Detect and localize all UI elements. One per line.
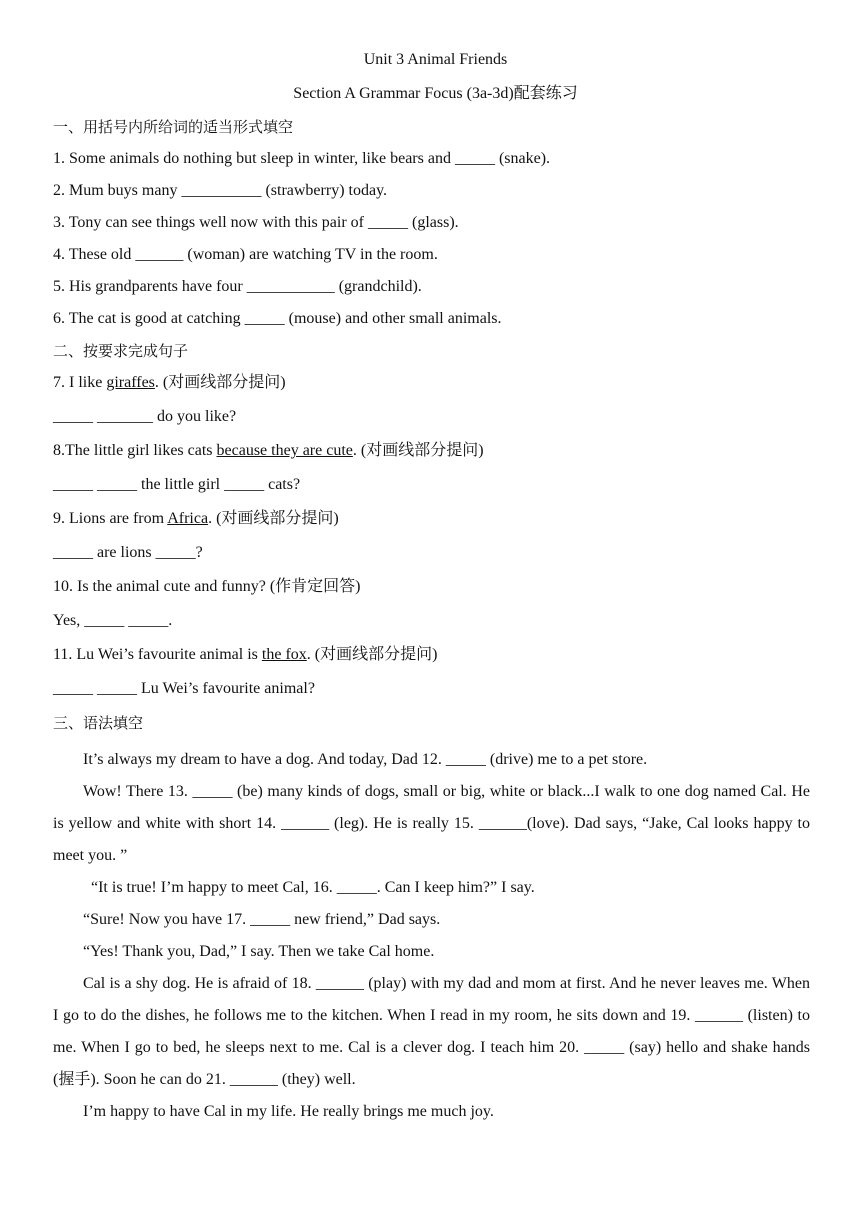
worksheet-page <box>53 48 810 1128</box>
passage-paragraph-4: “Sure! Now you have 17. _____ new friend,” Dad says. <box>83 911 441 928</box>
passage-paragraph-3: “It is true! I’m happy to meet Cal, 16. _____. Can I keep him?” I say. <box>91 879 535 896</box>
question-9: 9. Lions are from Africa. (对画线部分提问) <box>53 510 339 527</box>
passage-paragraph-5: “Yes! Thank you, Dad,” I say. Then we take Cal home. <box>83 943 435 960</box>
passage-paragraph-6: Cal is a shy dog. He is afraid of 18. ______ (play) with my dad and mom at first. And he never leaves me. When I go to do the dishes, he follows me to the kitchen. When I read in my room, he sits down and 19. ______ (listen) to me. When I go to bed, he sleeps next to me. Cal is a clever dog. I teach him 20. _____ (say) hello and shake hands (握手). Soon he can do 21. ______ (they) well. <box>53 975 810 1088</box>
section2-heading: 二、按要求完成句子 <box>53 342 189 360</box>
exercise-item-4: 4. These old ______ (woman) are watching TV in the room. <box>53 246 438 263</box>
passage-paragraph-7: I’m happy to have Cal in my life. He really brings me much joy. <box>83 1103 494 1120</box>
question-8: 8.The little girl likes cats because they are cute. (对画线部分提问) <box>53 442 484 459</box>
page-title: Unit 3 Animal Friends <box>363 51 508 68</box>
exercise-item-3: 3. Tony can see things well now with this pair of _____ (glass). <box>53 214 459 231</box>
section1-heading: 一、用括号内所给词的适当形式填空 <box>53 118 294 136</box>
answer-9: _____ are lions _____? <box>53 544 203 561</box>
exercise-item-1: 1. Some animals do nothing but sleep in winter, like bears and _____ (snake). <box>53 150 551 167</box>
underlined-text: Africa <box>167 510 209 527</box>
underlined-text: the fox <box>261 646 307 663</box>
exercise-item-5: 5. His grandparents have four ___________ (grandchild). <box>53 278 422 295</box>
passage-paragraph-1: It’s always my dream to have a dog. And today, Dad 12. _____ (drive) me to a pet store. <box>83 751 648 768</box>
underlined-text: giraffes <box>106 374 155 391</box>
answer-11: _____ _____ Lu Wei’s favourite animal? <box>53 680 315 697</box>
answer-8: _____ _____ the little girl _____ cats? <box>53 476 301 493</box>
page-subtitle: Section A Grammar Focus (3a-3d)配套练习 <box>293 85 578 102</box>
answer-10: Yes, _____ _____. <box>53 612 173 629</box>
underlined-text: because they are cute <box>216 442 353 459</box>
exercise-item-2: 2. Mum buys many __________ (strawberry) today. <box>53 182 388 199</box>
question-7: 7. I like giraffes. (对画线部分提问) <box>53 374 286 391</box>
answer-7: _____ _______ do you like? <box>53 408 237 425</box>
question-10: 10. Is the animal cute and funny? (作肯定回答) <box>53 578 361 595</box>
passage-paragraph-2: Wow! There 13. _____ (be) many kinds of dogs, small or big, white or black...I walk to one dog named Cal. He is yellow and white with short 14. ______ (leg). He is really 15. ______(love). Dad says, “Jake, Cal looks happy to meet you. ” <box>53 783 810 864</box>
section3-heading: 三、语法填空 <box>53 714 144 732</box>
question-11: 11. Lu Wei’s favourite animal is the fox. (对画线部分提问) <box>53 646 438 663</box>
exercise-item-6: 6. The cat is good at catching _____ (mouse) and other small animals. <box>53 310 502 327</box>
